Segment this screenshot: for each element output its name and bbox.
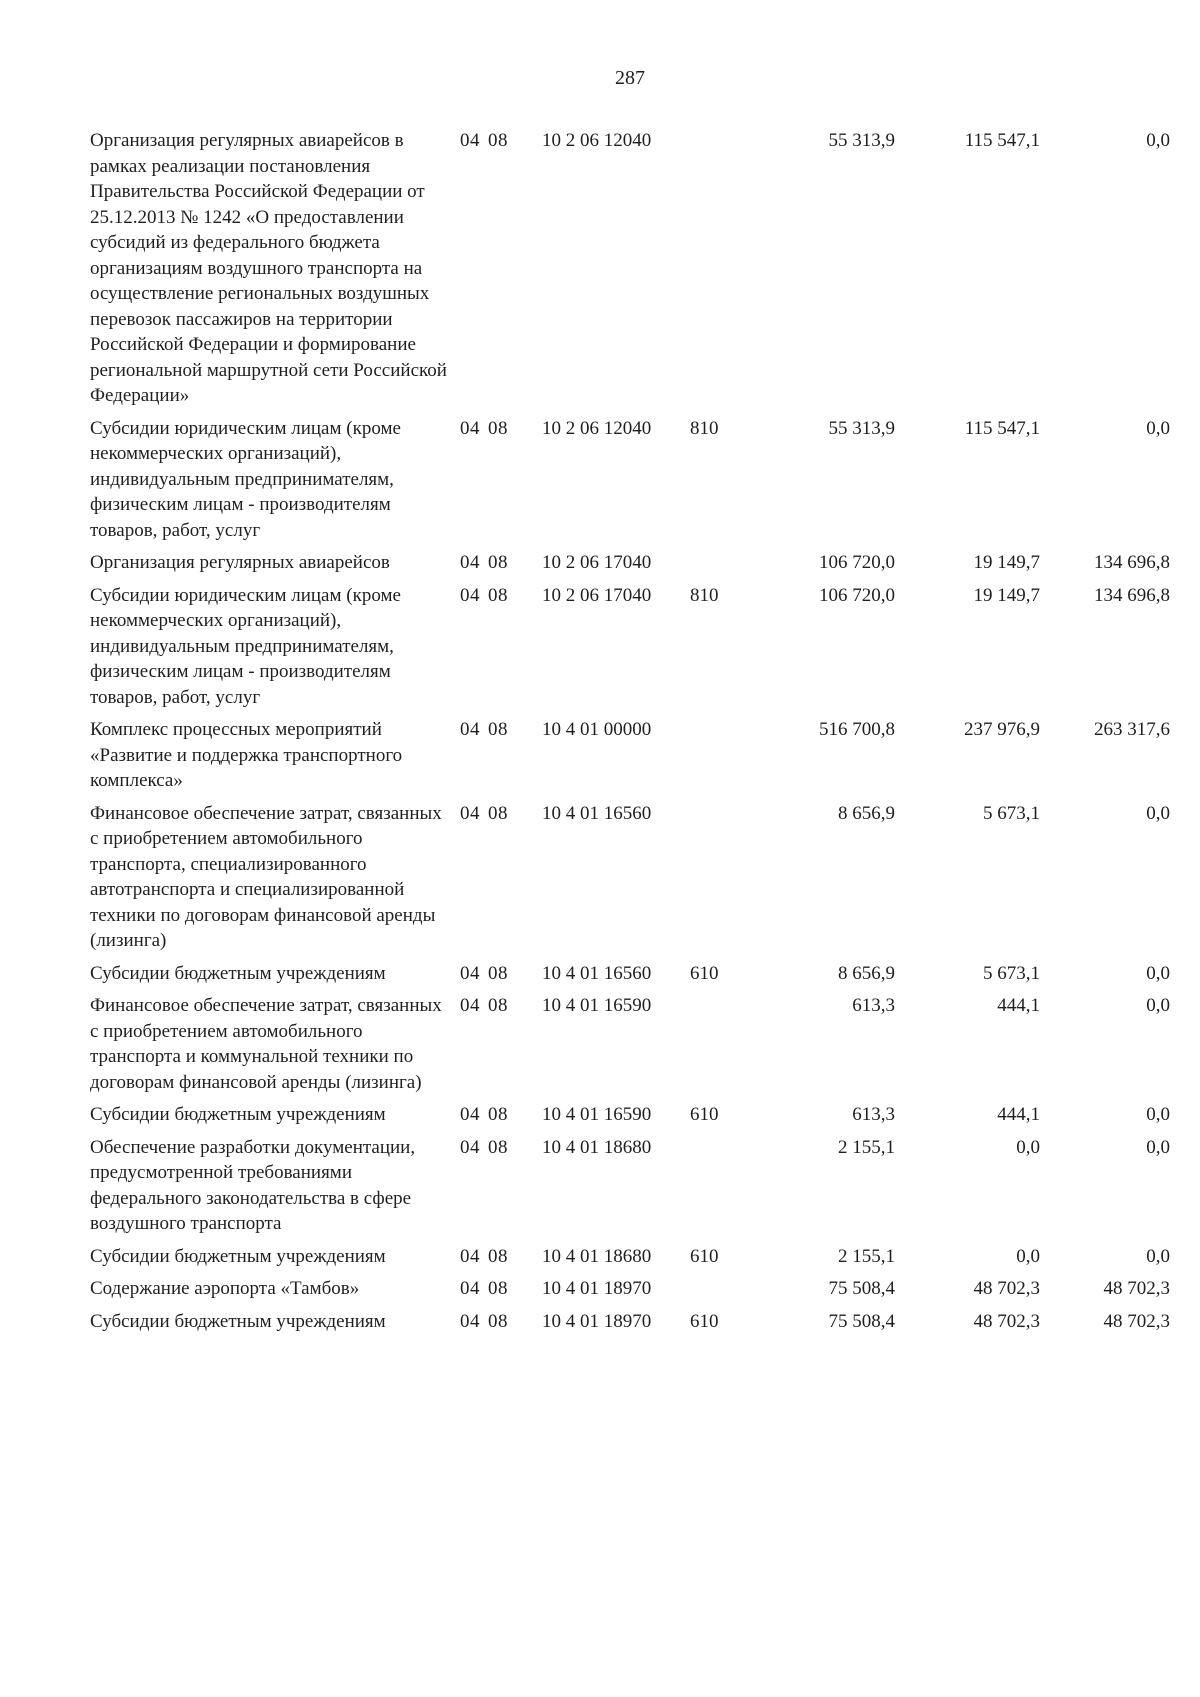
amount-year-3: 48 702,3 (1103, 1310, 1170, 1332)
expense-type-code: 610 (690, 1310, 719, 1332)
amount-year-2: 19 149,7 (973, 552, 1040, 573)
row-name: Субсидии бюджетным учреждениям (90, 1104, 386, 1125)
target-article-code: 10 4 01 18680 (542, 1136, 652, 1158)
amount-year-3: 134 696,8 (1094, 552, 1170, 573)
amount-year-1: 8 656,9 (838, 802, 895, 824)
target-article-code: 10 2 06 17040 (542, 584, 652, 606)
row-name: Субсидии юридическим лицам (кроме некоммерческих организаций), индивидуальным предпринимателям, физическим лицам - производителям товаров, работ, услуг (90, 417, 401, 541)
rz-code: 04 (460, 584, 480, 606)
rz-code: 04 (460, 1310, 480, 1332)
table-row (90, 717, 1170, 794)
table-row (90, 1102, 1170, 1128)
amount-year-2: 115 547,1 (964, 417, 1040, 439)
amount-year-2: 237 976,9 (964, 719, 1040, 740)
pr-code: 08 (488, 1278, 508, 1299)
rz-code: 04 (460, 962, 480, 984)
rz-code: 04 (460, 1245, 480, 1267)
section-code (460, 961, 542, 987)
amount-year-1: 613,3 (852, 995, 895, 1016)
target-article-code: 10 4 01 18970 (542, 1278, 652, 1299)
row-name: Содержание аэропорта «Тамбов» (90, 1278, 360, 1299)
table-row (90, 801, 1170, 954)
rz-code: 04 (460, 995, 480, 1016)
row-name: Комплекс процессных мероприятий «Развитие и поддержка транспортного комплекса» (90, 719, 403, 791)
section-code (460, 993, 542, 1019)
pr-code: 08 (488, 1310, 508, 1332)
section-code (460, 1309, 542, 1335)
pr-code: 08 (488, 1136, 508, 1158)
target-article-code: 10 4 01 18680 (542, 1245, 652, 1267)
pr-code: 08 (488, 130, 508, 151)
amount-year-1: 106 720,0 (819, 584, 895, 606)
amount-year-2: 19 149,7 (973, 584, 1040, 606)
budget-table (90, 128, 1170, 1341)
target-article-code: 10 4 01 00000 (542, 719, 652, 740)
amount-year-2: 0,0 (1016, 1245, 1040, 1267)
amount-year-1: 55 313,9 (828, 417, 895, 439)
rz-code: 04 (460, 1104, 480, 1125)
pr-code: 08 (488, 1104, 508, 1125)
expense-type-code: 610 (690, 1245, 719, 1267)
amount-year-3: 134 696,8 (1094, 584, 1170, 606)
table-row (90, 1309, 1170, 1335)
rz-code: 04 (460, 130, 480, 151)
table-row (90, 550, 1170, 576)
amount-year-3: 0,0 (1146, 1245, 1170, 1267)
amount-year-1: 613,3 (852, 1104, 895, 1125)
target-article-code: 10 4 01 16590 (542, 1104, 652, 1125)
section-code (460, 416, 542, 442)
expense-type-code: 810 (690, 584, 719, 606)
row-name: Субсидии юридическим лицам (кроме некоммерческих организаций), индивидуальным предпринимателям, физическим лицам - производителям товаров, работ, услуг (90, 584, 401, 708)
target-article-code: 10 4 01 16560 (542, 802, 652, 824)
expense-type-code: 610 (690, 1104, 719, 1125)
pr-code: 08 (488, 552, 508, 573)
target-article-code: 10 4 01 16560 (542, 962, 652, 984)
amount-year-1: 8 656,9 (838, 962, 895, 984)
target-article-code: 10 4 01 18970 (542, 1310, 652, 1332)
row-name: Обеспечение разработки документации, предусмотренной требованиями федерального законодательства в сфере воздушного транспорта (90, 1136, 416, 1234)
amount-year-2: 115 547,1 (964, 130, 1040, 151)
amount-year-1: 55 313,9 (828, 130, 895, 151)
row-name: Финансовое обеспечение затрат, связанных с приобретением автомобильного транспорта и коммунальной техники по договорам финансовой аренды (лизинга) (90, 995, 442, 1093)
pr-code: 08 (488, 995, 508, 1016)
amount-year-3: 0,0 (1146, 130, 1170, 151)
rz-code: 04 (460, 802, 480, 824)
amount-year-3: 0,0 (1146, 1136, 1170, 1158)
amount-year-2: 444,1 (997, 1104, 1040, 1125)
section-code (460, 801, 542, 827)
row-name: Финансовое обеспечение затрат, связанных с приобретением автомобильного транспорта, специализированного автотранспорта и специализированной техники по договорам финансовой аренды (лизинга) (90, 802, 442, 951)
table-row (90, 961, 1170, 987)
pr-code: 08 (488, 417, 508, 439)
row-name: Организация регулярных авиарейсов (90, 552, 390, 573)
table-row (90, 1135, 1170, 1237)
amount-year-3: 0,0 (1146, 802, 1170, 824)
amount-year-2: 48 702,3 (973, 1310, 1040, 1332)
target-article-code: 10 2 06 12040 (542, 130, 652, 151)
rz-code: 04 (460, 417, 480, 439)
section-code (460, 717, 542, 743)
table-row (90, 1244, 1170, 1270)
amount-year-3: 263 317,6 (1094, 719, 1170, 740)
pr-code: 08 (488, 719, 508, 740)
amount-year-1: 2 155,1 (838, 1136, 895, 1158)
amount-year-3: 0,0 (1146, 995, 1170, 1016)
table-row (90, 128, 1170, 409)
table-row (90, 1276, 1170, 1302)
page-number: 287 (615, 67, 645, 89)
target-article-code: 10 2 06 17040 (542, 552, 652, 573)
amount-year-1: 2 155,1 (838, 1245, 895, 1267)
table-row (90, 993, 1170, 1095)
row-name: Субсидии бюджетным учреждениям (90, 1310, 386, 1332)
rz-code: 04 (460, 1136, 480, 1158)
amount-year-3: 48 702,3 (1103, 1278, 1170, 1299)
amount-year-2: 0,0 (1016, 1136, 1040, 1158)
amount-year-1: 75 508,4 (828, 1310, 895, 1332)
section-code (460, 1244, 542, 1270)
section-code (460, 583, 542, 609)
amount-year-1: 106 720,0 (819, 552, 895, 573)
table-row (90, 416, 1170, 544)
row-name: Субсидии бюджетным учреждениям (90, 1245, 386, 1267)
amount-year-1: 75 508,4 (828, 1278, 895, 1299)
row-name: Субсидии бюджетным учреждениям (90, 962, 386, 984)
expense-type-code: 810 (690, 417, 719, 439)
section-code (460, 1276, 542, 1302)
pr-code: 08 (488, 962, 508, 984)
amount-year-1: 516 700,8 (819, 719, 895, 740)
row-name: Организация регулярных авиарейсов в рамках реализации постановления Правительства Российской Федерации от 25.12.2013 № 1242 «О предоставлении субсидий из федерального бюджета организациям воздушного транспорта на осуществление региональных воздушных перевозок пассажиров на территории Российской Федерации и формирование региональной маршрутной сети Российской Федерации» (90, 130, 447, 406)
pr-code: 08 (488, 802, 508, 824)
pr-code: 08 (488, 1245, 508, 1267)
section-code (460, 1102, 542, 1128)
rz-code: 04 (460, 719, 480, 740)
amount-year-2: 5 673,1 (983, 802, 1040, 824)
amount-year-3: 0,0 (1146, 962, 1170, 984)
target-article-code: 10 4 01 16590 (542, 995, 652, 1016)
section-code (460, 128, 542, 154)
target-article-code: 10 2 06 12040 (542, 417, 652, 439)
section-code (460, 1135, 542, 1161)
section-code (460, 550, 542, 576)
rz-code: 04 (460, 552, 480, 573)
amount-year-2: 48 702,3 (973, 1278, 1040, 1299)
expense-type-code: 610 (690, 962, 719, 984)
amount-year-2: 5 673,1 (983, 962, 1040, 984)
rz-code: 04 (460, 1278, 480, 1299)
amount-year-3: 0,0 (1146, 417, 1170, 439)
table-row (90, 583, 1170, 711)
amount-year-2: 444,1 (997, 995, 1040, 1016)
amount-year-3: 0,0 (1146, 1104, 1170, 1125)
pr-code: 08 (488, 584, 508, 606)
